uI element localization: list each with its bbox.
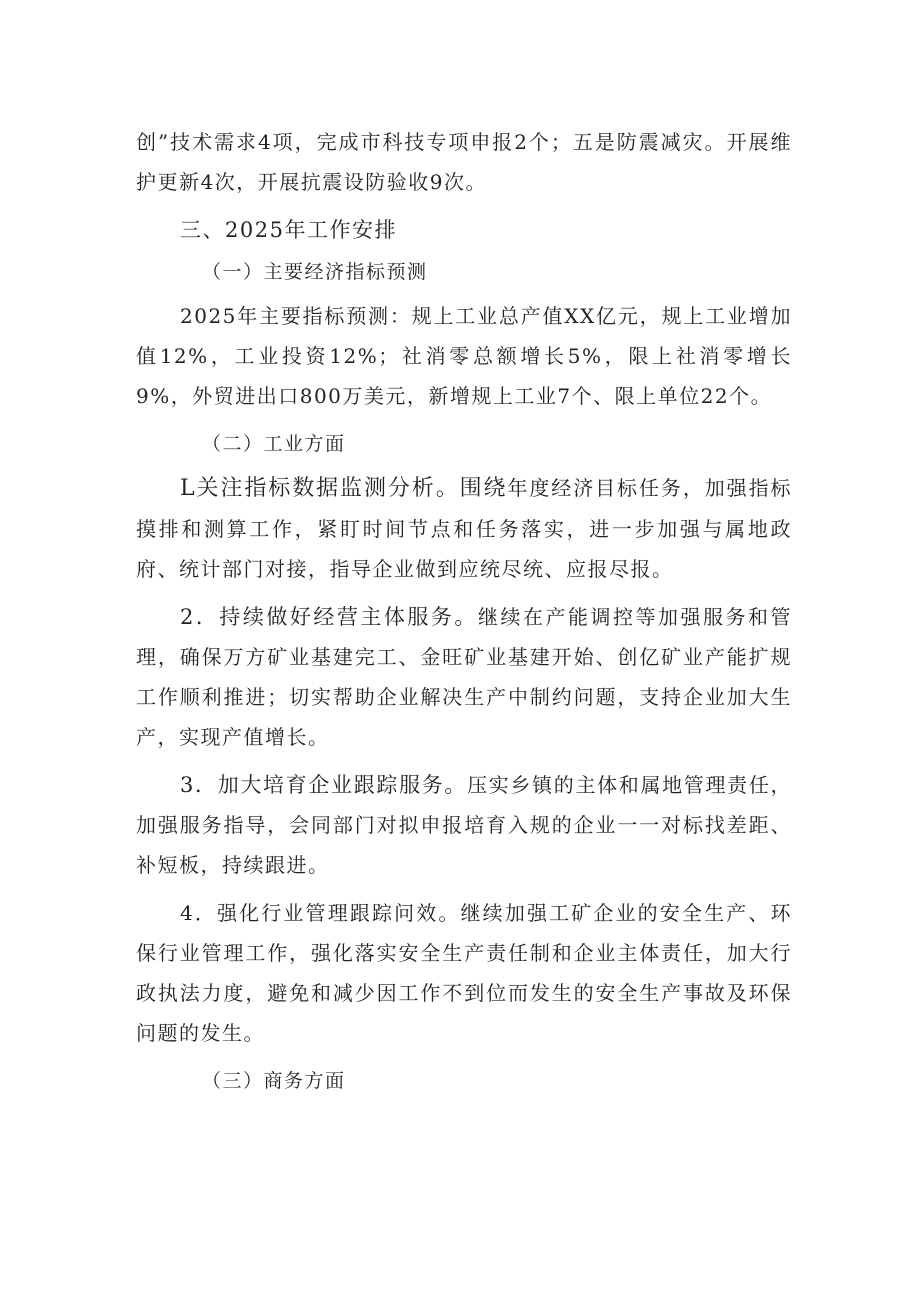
list-item-industry-2 xyxy=(136,597,792,757)
section-heading-2025-plan: 三、2025年工作安排 xyxy=(180,218,397,242)
item-2-lead: 2．持续做好经营主体服务。 xyxy=(180,605,478,629)
item-2-body: 继续在产能调控等加强服务和管理，确保万方矿业基建完工、金旺矿业基建开始、创亿矿业产能扩规工作顺利推进；切实帮助企业解决生产中制约问题，支持企业加大生产，实现产值增长。 xyxy=(136,605,792,749)
paragraph-indicator-forecast: 2025年主要指标预测：规上工业总产值XX亿元，规上工业增加值12%，工业投资12%；社消零总额增长5%，限上社消零增长9%，外贸进出口800万美元，新增规上工业7个、限上单位22个。 xyxy=(136,304,792,408)
item-1-lead: L关注指标数据监测分析。围绕 xyxy=(180,476,508,501)
item-3-body: 压实乡镇的主体和属地管理责任，加强服务指导，会同部门对拟申报培育入规的企业一一对标找差距、补短板，持续跟进。 xyxy=(136,773,792,877)
item-1-body: 年度经济目标任务，加强指标摸排和测算工作，紧盯时间节点和任务落实，进一步加强与属地政府、统计部门对接，指导企业做到应统尽统、应报尽报。 xyxy=(136,476,792,581)
list-item-industry-3 xyxy=(136,765,792,885)
paragraph-tech-and-earthquake: 创”技术需求4项，完成市科技专项申报2个；五是防震减灾。开展维护更新4次，开展抗震设防验收9次。 xyxy=(136,130,792,194)
item-3-lead: 3．加大培育企业跟踪服务。 xyxy=(180,773,468,797)
subheading-commerce: （三）商务方面 xyxy=(202,1070,346,1092)
document-body xyxy=(136,122,792,1105)
list-item-industry-4: 4．强化行业管理跟踪问效。继续加强工矿企业的安全生产、环保行业管理工作，强化落实安全生产责任制和企业主体责任，加大行政执法力度，避免和减少因工作不到位而发生的安全生产事故及环保问题的发生。 xyxy=(136,901,792,1045)
subheading-economic-indicators: （一）主要经济指标预测 xyxy=(202,261,428,283)
subheading-industry: （二）工业方面 xyxy=(202,433,346,455)
list-item-industry-1 xyxy=(136,468,792,589)
